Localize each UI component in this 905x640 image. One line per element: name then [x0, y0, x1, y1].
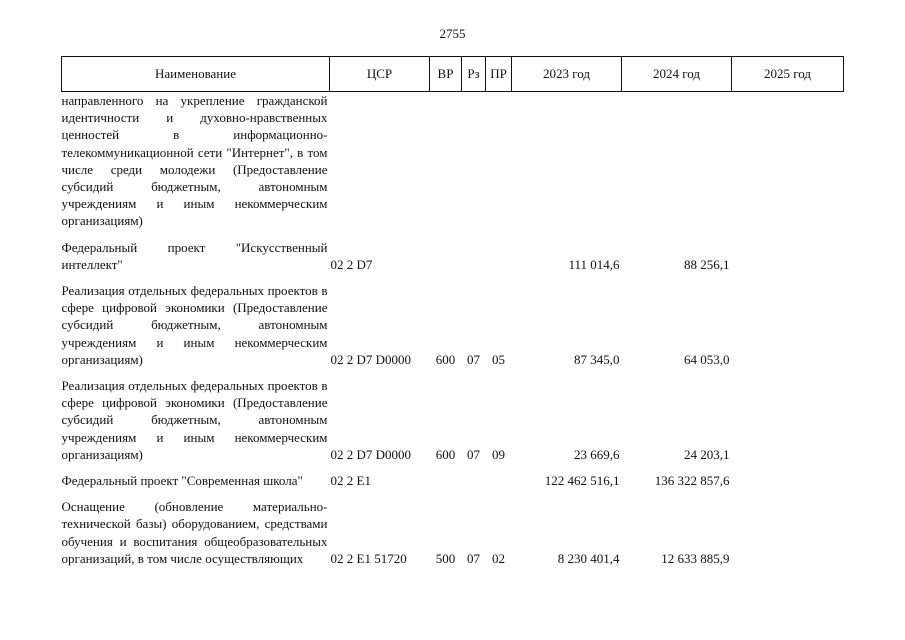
row-csr: 02 2 D7 — [330, 256, 373, 272]
row-rz — [462, 239, 486, 273]
row-2023: 87 345,0 — [574, 351, 620, 367]
row-name: направленного на укрепление гражданской идентичности и духовно-нравственных ценностей в информационно-телекоммуникационной сети "Интернет", в том числе среди молодежи (Предоставление субсидий бюджетным, автономным учреждениям и иным некоммерческим организациям) — [61, 93, 328, 229]
row-vr — [430, 472, 462, 489]
row-csr: 02 2 E1 — [330, 473, 371, 489]
row-2024: 136 322 857,6 — [654, 473, 730, 489]
header-2023: 2023 год — [512, 57, 622, 92]
row-rz: 07 — [467, 550, 480, 566]
row-pr: 09 — [492, 446, 505, 462]
row-rz: 07 — [467, 446, 480, 462]
row-csr: 02 2 D7 D0000 — [330, 446, 412, 462]
row-vr: 500 — [435, 550, 456, 566]
header-csr: ЦСР — [330, 57, 430, 92]
table-header-row — [62, 57, 844, 92]
row-2024: 12 633 885,9 — [661, 550, 730, 566]
row-pr — [486, 472, 512, 489]
row-csr: 02 2 D7 D0000 — [330, 351, 412, 367]
table-row — [62, 239, 844, 273]
row-rz — [462, 472, 486, 489]
table-row — [62, 282, 844, 368]
row-name: Оснащение (обновление материально-технической базы) оборудованием, средствами обучения и воспитания общеобразовательных организаций, в том числе осуществляющих — [61, 499, 328, 566]
table-row — [62, 498, 844, 567]
table-row — [62, 377, 844, 463]
row-2024: 24 203,1 — [684, 446, 730, 462]
header-rz: Рз — [462, 57, 486, 92]
row-pr: 05 — [492, 351, 505, 367]
row-2024: 88 256,1 — [684, 256, 730, 272]
table-row — [62, 92, 844, 230]
budget-table — [61, 56, 844, 567]
row-rz — [462, 92, 486, 230]
row-vr — [430, 92, 462, 230]
page-number: 2755 — [439, 26, 466, 41]
header-2025: 2025 год — [732, 57, 844, 92]
row-2025 — [732, 239, 844, 273]
table-row — [62, 472, 844, 489]
row-pr — [486, 239, 512, 273]
row-name: Федеральный проект "Современная школа" — [61, 473, 303, 489]
row-2023 — [512, 92, 622, 230]
header-name: Наименование — [62, 57, 330, 92]
row-vr: 600 — [435, 351, 456, 367]
row-name: Реализация отдельных федеральных проектов в сфере цифровой экономики (Предоставление субсидий бюджетным, автономным учреждениям и иным некоммерческим организациям) — [61, 283, 328, 367]
row-pr — [486, 92, 512, 230]
row-pr: 02 — [492, 550, 505, 566]
header-2024: 2024 год — [622, 57, 732, 92]
row-csr — [330, 92, 430, 230]
row-2025 — [732, 377, 844, 463]
header-pr: ПР — [486, 57, 512, 92]
row-2023: 111 014,6 — [568, 256, 620, 272]
row-2023: 8 230 401,4 — [557, 550, 620, 566]
row-2023: 23 669,6 — [574, 446, 620, 462]
row-name: Федеральный проект "Искусственный интеллект" — [61, 239, 328, 272]
row-2023: 122 462 516,1 — [544, 473, 620, 489]
row-2025 — [732, 472, 844, 489]
row-2025 — [732, 282, 844, 368]
row-2024: 64 053,0 — [684, 351, 730, 367]
row-2025 — [732, 498, 844, 567]
row-2024 — [622, 92, 732, 230]
row-name: Реализация отдельных федеральных проектов в сфере цифровой экономики (Предоставление субсидий бюджетным, автономным учреждениям и иным некоммерческим организациям) — [61, 378, 328, 462]
row-2025 — [732, 92, 844, 230]
header-vr: ВР — [430, 57, 462, 92]
row-csr: 02 2 E1 51720 — [330, 550, 407, 566]
row-rz: 07 — [467, 351, 480, 367]
row-vr: 600 — [435, 446, 456, 462]
row-vr — [430, 239, 462, 273]
